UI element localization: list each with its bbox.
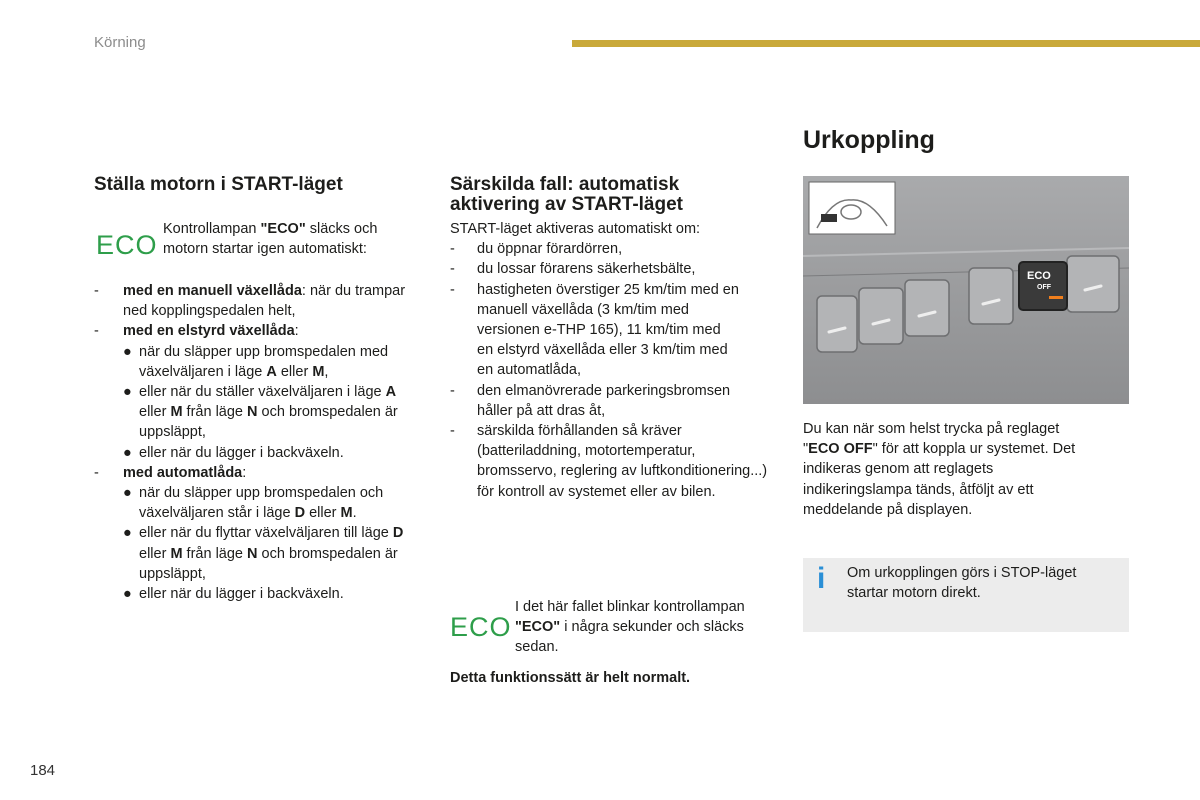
disengage-body-text: Du kan när som helst trycka på reglaget "ECO OFF" för att koppla ur systemet. Det indikeras genom att reglagets indikeringslampa tänds, åtföljt av ett meddelande på displayen. <box>803 421 1076 518</box>
list-item: - du öppnar förardörren, <box>450 241 623 258</box>
sub-list-item: ● eller när du ställer växelväljaren i läge A eller M från läge N och bromspedalen är uppsläppt, <box>123 384 398 441</box>
list-item: - med automatlåda: <box>94 464 247 481</box>
info-text: Om urkopplingen görs i STOP-läget startar motorn direkt. <box>847 565 1077 602</box>
eco-icon: ECO <box>96 230 158 260</box>
auto-activation-intro: START-läget aktiveras automatiskt om: <box>450 221 701 237</box>
eco-blink-text: I det här fallet blinkar kontrollampan "ECO" i några sekunder och släcks sedan. <box>515 599 745 656</box>
sub-list-item: ● eller när du lägger i backväxeln. <box>123 586 344 603</box>
heading-special-cases: Särskilda fall: automatisk aktivering av START-läget <box>450 174 683 215</box>
eco-off-button-label: ECO OFF <box>1027 270 1051 291</box>
list-item: - med en elstyrd växellåda: <box>94 323 299 340</box>
sub-list-item: ● eller när du lägger i backväxeln. <box>123 444 344 461</box>
sub-list-item: ● eller när du flyttar växelväljaren till läge D eller M från läge N och bromspedalen är uppsläppt, <box>123 525 404 582</box>
eco-icon: ECO <box>450 612 512 642</box>
eco-off-button-photo <box>803 176 1129 404</box>
heading-disengage: Urkoppling <box>803 126 935 154</box>
info-icon: i <box>817 562 826 595</box>
header-accent-bar <box>572 40 1200 47</box>
eco-intro-text: Kontrollampan "ECO" släcks och motorn startar igen automatiskt: <box>163 221 378 258</box>
normal-operation-note: Detta funktionssätt är helt normalt. <box>450 670 691 686</box>
start-conditions-list <box>94 281 424 604</box>
list-item: - hastigheten överstiger 25 km/tim med en manuell växellåda (3 km/tim med versionen e-THP 165), 11 km/tim med en elstyrd växellåda eller 3 km/tim med en automatlåda, <box>450 281 739 379</box>
info-box <box>803 558 1129 632</box>
list-item: - särskilda förhållanden så kräver (batteriladdning, motortemperatur, bromsservo, reglering av luftkonditionering...) för kontroll av systemet eller av bilen. <box>450 423 768 500</box>
section-label: Körning <box>94 34 146 51</box>
list-item: - med en manuell växellåda: när du trampar ned kopplingspedalen helt, <box>94 283 406 320</box>
list-item: - den elmanövrerade parkeringsbromsen håller på att dras åt, <box>450 382 731 419</box>
sub-list-item: ● när du släpper upp bromspedalen med växelväljaren i läge A eller M, <box>123 343 389 380</box>
dashboard-illustration <box>803 176 1129 404</box>
sub-list-item: ● när du släpper upp bromspedalen och växelväljaren står i läge D eller M. <box>123 485 384 522</box>
heading-start-mode: Ställa motorn i START-läget <box>94 174 343 195</box>
list-item: - du lossar förarens säkerhetsbälte, <box>450 261 696 278</box>
page-number: 184 <box>30 762 56 779</box>
auto-activation-text <box>450 219 780 502</box>
